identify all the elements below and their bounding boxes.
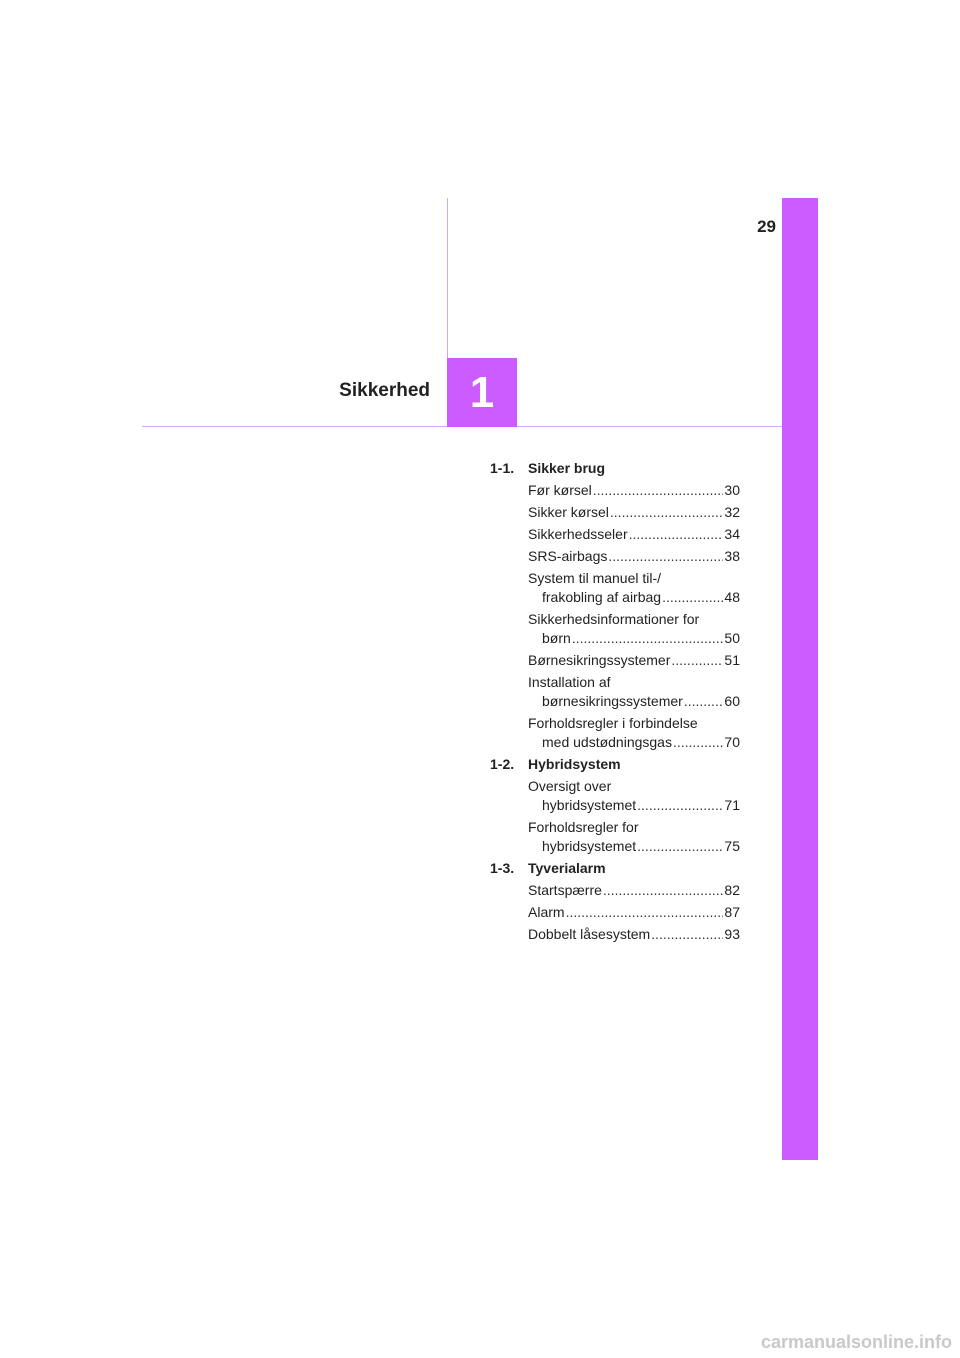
- toc-entry[interactable]: [528, 651, 740, 670]
- entry-label: Sikker kørsel: [528, 504, 609, 520]
- dot-leader: [637, 796, 723, 815]
- toc-entry[interactable]: [528, 903, 740, 922]
- toc-entry[interactable]: [528, 881, 740, 900]
- toc-entry[interactable]: [528, 481, 740, 500]
- page-number: 29: [757, 217, 776, 236]
- section-number: 1-2.: [490, 756, 515, 772]
- toc-section: [490, 459, 740, 752]
- entry-label: Alarm: [528, 904, 565, 920]
- toc-section: [490, 755, 740, 856]
- entry-label: frakobling af airbag: [542, 589, 662, 605]
- chapter-title: Sikkerhed: [339, 380, 430, 401]
- section-number: 1-1.: [490, 460, 515, 476]
- entry-page-number: 60: [724, 693, 740, 709]
- entry-page-number: 34: [724, 526, 740, 542]
- entry-label: Børnesikringssystemer: [528, 652, 671, 668]
- section-heading[interactable]: [490, 459, 740, 478]
- toc-entry[interactable]: [528, 925, 740, 944]
- toc-entry[interactable]: [528, 714, 740, 752]
- entry-page-number: 48: [724, 589, 740, 605]
- section-title: Sikker brug: [528, 460, 606, 476]
- entry-page-number: 70: [724, 734, 740, 750]
- toc-entry[interactable]: [528, 777, 740, 815]
- entry-label: Startspærre: [528, 882, 602, 898]
- entry-page-number: 50: [724, 630, 740, 646]
- watermark: carmanualsonline.info: [760, 1332, 952, 1352]
- dot-leader: [608, 547, 723, 566]
- entry-label: børnesikringssystemer: [542, 693, 683, 709]
- entry-page-number: 30: [724, 482, 740, 498]
- entry-label: Før kørsel: [528, 482, 592, 498]
- entry-label: Dobbelt låsesystem: [528, 926, 651, 942]
- entry-page-number: 87: [724, 904, 740, 920]
- dot-leader: [610, 503, 724, 522]
- dot-leader: [673, 733, 723, 752]
- dot-leader: [651, 925, 723, 944]
- table-of-contents: [490, 459, 740, 947]
- chapter-number-box: 1: [447, 358, 517, 427]
- toc-entry[interactable]: [528, 569, 740, 607]
- entry-label: Forholdsregler i forbindelse: [528, 715, 698, 731]
- toc-entry[interactable]: [528, 818, 740, 856]
- entry-label: SRS-airbags: [528, 548, 608, 564]
- dot-leader: [637, 837, 723, 856]
- toc-entry[interactable]: [528, 610, 740, 648]
- dot-leader: [671, 651, 723, 670]
- entry-label: børn: [542, 630, 571, 646]
- entry-page-number: 38: [724, 548, 740, 564]
- dot-leader: [662, 588, 723, 607]
- entry-page-number: 75: [724, 838, 740, 854]
- dot-leader: [593, 481, 724, 500]
- dot-leader: [684, 692, 724, 711]
- entry-page-number: 32: [724, 504, 740, 520]
- chapter-side-tab: [782, 198, 818, 1160]
- vertical-rule: [447, 198, 448, 358]
- entry-label: Forholdsregler for: [528, 819, 639, 835]
- entry-page-number: 71: [724, 797, 740, 813]
- entry-page-number: 82: [724, 882, 740, 898]
- section-title: Tyverialarm: [528, 860, 606, 876]
- entry-page-number: 93: [724, 926, 740, 942]
- toc-entry[interactable]: [528, 525, 740, 544]
- section-number: 1-3.: [490, 860, 515, 876]
- entry-label: med udstødningsgas: [542, 734, 672, 750]
- section-title: Hybridsystem: [528, 756, 621, 772]
- dot-leader: [603, 881, 724, 900]
- entry-label: Oversigt over: [528, 778, 612, 794]
- toc-section: [490, 859, 740, 944]
- entry-label: hybridsystemet: [542, 797, 637, 813]
- dot-leader: [572, 629, 724, 648]
- dot-leader: [629, 525, 724, 544]
- toc-entry[interactable]: [528, 673, 740, 711]
- entry-label: Installation af: [528, 674, 611, 690]
- entry-label: hybridsystemet: [542, 838, 637, 854]
- entry-label: Sikkerhedsinformationer for: [528, 611, 700, 627]
- section-heading[interactable]: [490, 755, 740, 774]
- toc-entry[interactable]: [528, 503, 740, 522]
- entry-page-number: 51: [724, 652, 740, 668]
- dot-leader: [566, 903, 724, 922]
- section-heading[interactable]: [490, 859, 740, 878]
- entry-label: Sikkerhedsseler: [528, 526, 628, 542]
- entry-label: System til manuel til-/: [528, 570, 662, 586]
- toc-entry[interactable]: [528, 547, 740, 566]
